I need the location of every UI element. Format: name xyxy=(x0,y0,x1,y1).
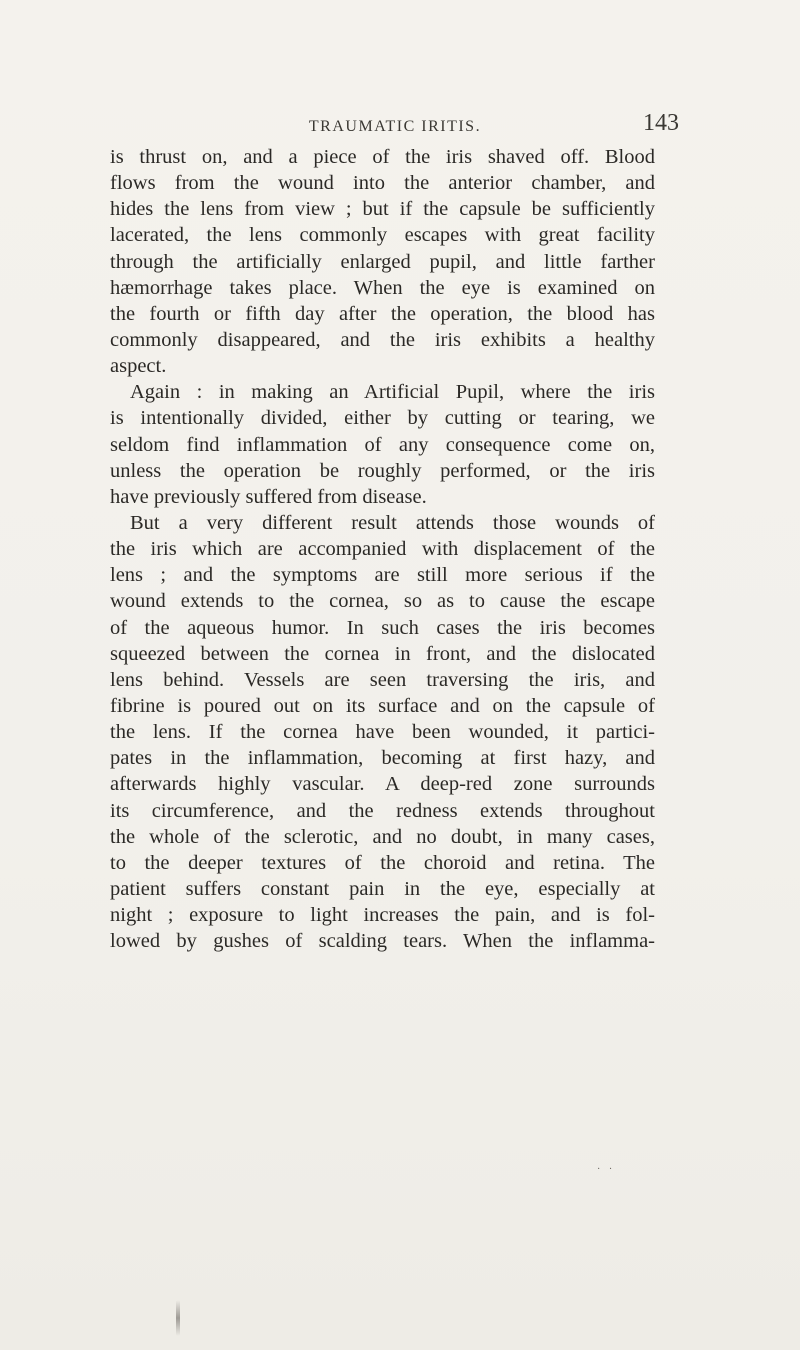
text-line: flows from the wound into the anterior chamber, and xyxy=(110,172,655,195)
text-line: is thrust on, and a piece of the iris shaved off. Blood xyxy=(110,146,655,168)
text-line: lacerated, the lens commonly escapes with great facility xyxy=(110,224,655,247)
paragraph-start: But a very different result attends those wounds of xyxy=(130,511,655,534)
print-speck: · · xyxy=(597,1164,616,1175)
text-line: pates in the inflammation, becoming at first hazy, and xyxy=(110,747,655,770)
text-line: afterwards highly vascular. A deep-red zone surrounds xyxy=(110,773,655,796)
text-line: unless the operation be roughly performed, or the iris xyxy=(110,459,655,482)
text-line: lens behind. Vessels are seen traversing the iris, and xyxy=(110,668,655,691)
text-line: the iris which are accompanied with displacement of the xyxy=(110,538,655,561)
text-line: to the deeper textures of the choroid and retina. The xyxy=(110,851,655,874)
text-line: is intentionally divided, either by cutting or tearing, we xyxy=(110,407,655,430)
text-line: hæmorrhage takes place. When the eye is examined on xyxy=(110,276,655,299)
text-line: night ; exposure to light increases the pain, and is fol- xyxy=(110,904,655,927)
text-line: aspect. xyxy=(110,355,167,378)
text-line: of the aqueous humor. In such cases the iris becomes xyxy=(110,616,655,639)
text-line: the fourth or fifth day after the operation, the blood has xyxy=(110,302,655,325)
text-line: lowed by gushes of scalding tears. When the inflamma- xyxy=(110,930,655,953)
text-line: seldom find inflammation of any consequence come on, xyxy=(110,433,655,456)
running-title: TRAUMATIC IRITIS. xyxy=(308,118,482,135)
text-line: have previously suffered from disease. xyxy=(110,485,427,508)
text-line: hides the lens from view ; but if the capsule be sufficiently xyxy=(110,198,655,221)
text-line: fibrine is poured out on its surface and on the capsule of xyxy=(110,694,655,717)
text-line: lens ; and the symptoms are still more serious if the xyxy=(110,564,655,587)
text-line: through the artificially enlarged pupil, and little farther xyxy=(110,250,655,273)
ink-smudge xyxy=(176,1300,180,1336)
text-line: squeezed between the cornea in front, and the dislocated xyxy=(110,642,655,665)
text-line: commonly disappeared, and the iris exhibits a healthy xyxy=(110,328,655,351)
page-number: 143 xyxy=(643,110,679,136)
text-line: patient suffers constant pain in the eye, especially at xyxy=(110,877,655,900)
paragraph-start: Again : in making an Artificial Pupil, where the iris xyxy=(130,381,655,404)
text-line: the whole of the sclerotic, and no doubt, in many cases, xyxy=(110,825,655,848)
text-line: wound extends to the cornea, so as to cause the escape xyxy=(110,590,655,613)
text-line: the lens. If the cornea have been wounded, it partici- xyxy=(110,721,655,744)
body-text xyxy=(110,144,655,954)
text-line: its circumference, and the redness extends throughout xyxy=(110,799,655,822)
